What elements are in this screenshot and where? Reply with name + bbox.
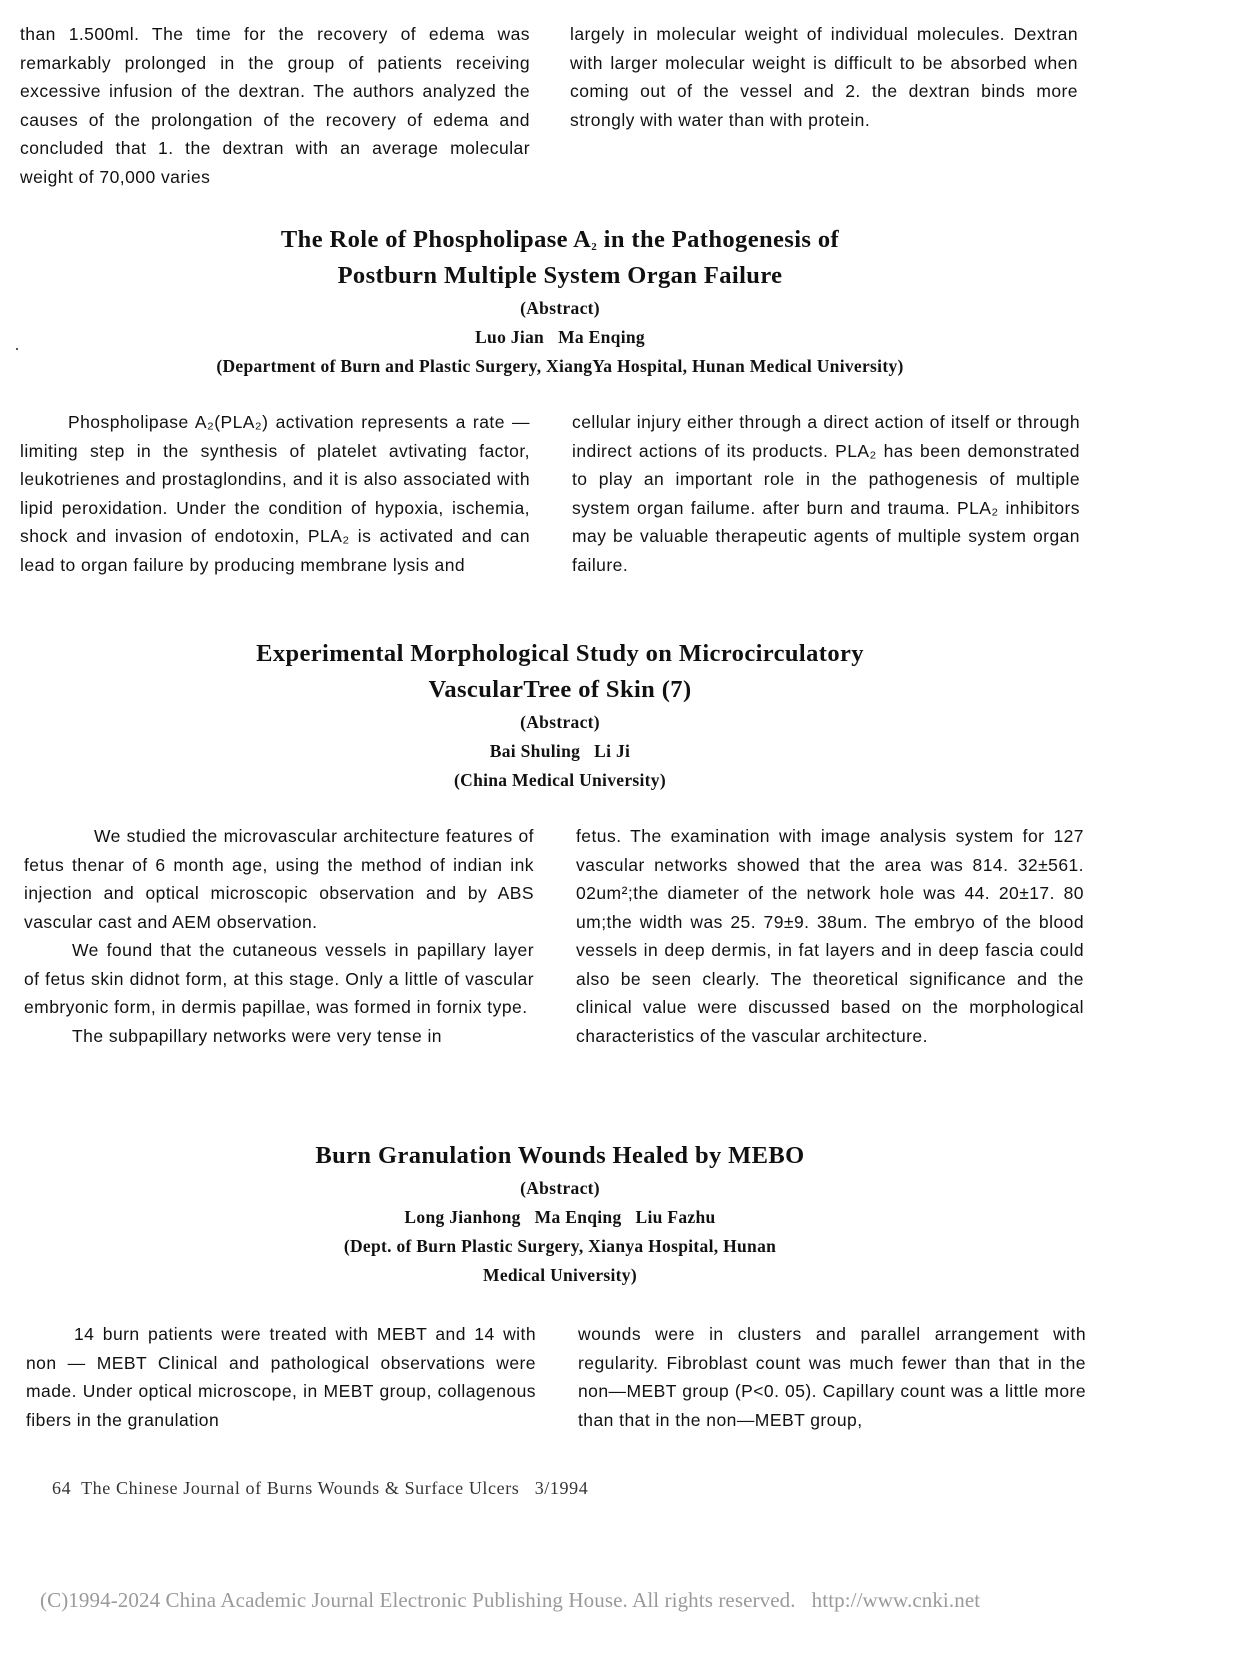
article-3-right-text: wounds were in clusters and parallel arrangement with regularity. Fibroblast count was much fewer than that in the non—MEBT group (P<0. 05). Capillary count was a little more than that in the non—MEBT group, xyxy=(578,1324,1086,1430)
article-1-title-subscript: 2 xyxy=(591,241,598,253)
carryover-right-column xyxy=(570,20,1078,134)
article-2-paragraph-3: The subpapillary networks were very tense in xyxy=(72,1025,442,1046)
article-2-right-text: fetus. The examination with image analysis system for 127 vascular networks showed that the area was 814. 32±561. 02um²;the diameter of the network hole was 44. 20±17. 80 um;the width was 25. 79±9. 38um. The embryo of the blood vessels in deep dermis, in fat layers and in deep fascia could also be seen clearly. The theoretical significance and the clinical value were discussed based on the morphological characteristics of the vascular architecture. xyxy=(576,826,1084,1046)
copyright-watermark: (C)1994-2024 China Academic Journal Electronic Publishing House. All rights reserved. http://www.cnki.net xyxy=(40,1588,981,1612)
article-3-right-column xyxy=(578,1320,1086,1434)
article-3-authors: Long Jianhong Ma Enqing Liu Fazhu xyxy=(404,1207,716,1227)
article-2-right-column xyxy=(576,822,1084,1050)
article-2-paragraph-1: We studied the microvascular architecture features of fetus thenar of 6 month age, using the method of indian ink injection and optical microscopic observation and by ABS vascular cast and AEM observation. xyxy=(24,826,534,932)
article-1-title-line-1 xyxy=(0,222,1120,258)
carryover-left-text: than 1.500ml. The time for the recovery of edema was remarkably prolonged in the group of patients receiving excessive infusion of the dextran. The authors analyzed the causes of the prolongation of the recovery of edema and concluded that 1. the dextran with an average molecular weight of 70,000 varies xyxy=(20,24,530,187)
article-2-paragraph-2: We found that the cutaneous vessels in papillary layer of fetus skin didnot form, at this stage. Only a little of vascular embryonic form, in dermis papillae, was formed in fornix type. xyxy=(24,940,534,1017)
article-1-right-column xyxy=(572,408,1080,579)
article-3-left-column xyxy=(26,1320,536,1434)
article-1-header xyxy=(0,222,1120,381)
article-1-title-part-a: The Role of Phospholipase A xyxy=(280,226,592,253)
article-2-label: (Abstract) xyxy=(520,712,600,732)
article-3-affiliation-line-2: Medical University) xyxy=(483,1265,637,1285)
article-1-title-part-b: in the Pathogenesis of xyxy=(597,226,840,253)
article-3-left-text: 14 burn patients were treated with MEBT and 14 with non — MEBT Clinical and pathological observations were made. Under optical microscope, in MEBT group, collagenous fibers in the granulation xyxy=(26,1324,536,1430)
article-1-right-text: cellular injury either through a direct action of itself or through indirect actions of its products. PLA₂ has been demonstrated to play an important role in the pathogenesis of multiple system organ failume. after burn and trauma. PLA₂ inhibitors may be valuable therapeutic agents of multiple system organ failure. xyxy=(572,412,1080,575)
article-1-label: (Abstract) xyxy=(520,298,600,318)
article-2-title-line-2: VascularTree of Skin (7) xyxy=(428,676,692,703)
article-1-left-column xyxy=(20,408,530,579)
article-3-title: Burn Granulation Wounds Healed by MEBO xyxy=(315,1142,805,1169)
article-1-authors: Luo Jian Ma Enqing xyxy=(475,327,645,347)
article-2-header xyxy=(0,636,1120,795)
article-2-authors: Bai Shuling Li Ji xyxy=(489,741,631,761)
carryover-left-column xyxy=(20,20,530,191)
article-2-left-column xyxy=(24,822,534,1050)
article-3-header xyxy=(0,1138,1120,1290)
article-2-affiliation: (China Medical University) xyxy=(454,770,666,790)
article-3-label: (Abstract) xyxy=(520,1178,600,1198)
carryover-right-text: largely in molecular weight of individual molecules. Dextran with larger molecular weight is difficult to be absorbed when coming out of the vessel and 2. the dextran binds more strongly with water than with protein. xyxy=(570,24,1078,130)
article-1-affiliation: (Department of Burn and Plastic Surgery, XiangYa Hospital, Hunan Medical University) xyxy=(216,356,904,376)
article-1-title-line-2: Postburn Multiple System Organ Failure xyxy=(337,262,783,289)
article-2-title-line-1: Experimental Morphological Study on Microcirculatory xyxy=(256,640,864,667)
article-3-affiliation-line-1: (Dept. of Burn Plastic Surgery, Xianya Hospital, Hunan xyxy=(343,1236,777,1256)
page-footer: 64 The Chinese Journal of Burns Wounds & Surface Ulcers 3/1994 xyxy=(52,1478,589,1498)
article-1-left-text: Phospholipase A₂(PLA₂) activation represents a rate — limiting step in the synthesis of platelet avtivating factor, leukotrienes and prostaglondins, and it is also associated with lipid peroxidation. Under the condition of hypoxia, ischemia, shock and invasion of endotoxin, PLA₂ is activated and can lead to organ failure by producing membrane lysis and xyxy=(20,412,530,575)
stray-mark xyxy=(16,348,18,350)
